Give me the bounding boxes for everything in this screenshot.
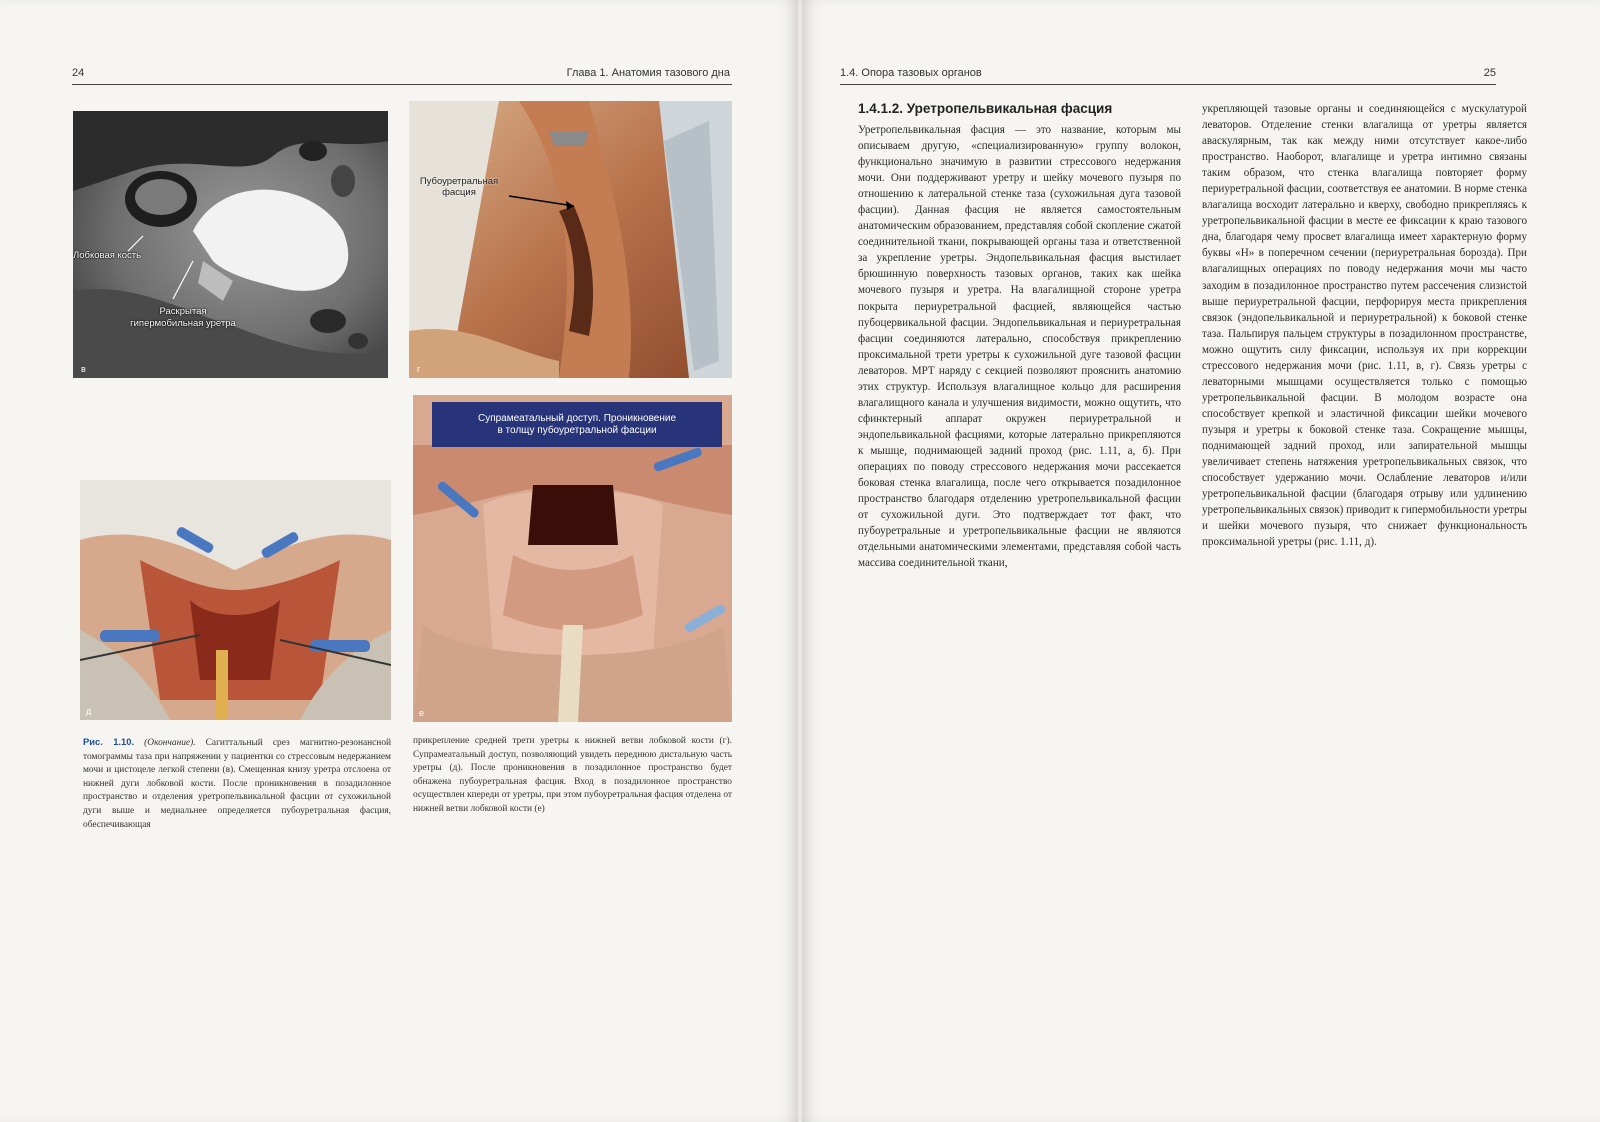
header-rule-right	[840, 84, 1496, 85]
figure-panel-surgery-g	[409, 101, 732, 378]
running-head-right: 1.4. Опора тазовых органов	[840, 67, 982, 79]
left-page	[0, 0, 798, 1122]
text-column-1	[858, 122, 1181, 571]
column-2-text: укрепляющей тазовые органы и соединяющейся с мускулатурой леваторов. Отделение стенки влагалища от уретры является аваскулярным, так как между ними отсутствует какое-либо пространство. Наоборот, влагалище и уретра интимно связаны таким образом, что стенка влагалища повторяет форму периуретральной фасции, соответствуя ее анатомии. В норме стенка влагалища восходит латерально и кверху, свободно прикрепляясь к уретропельвикальной фасции в месте ее фиксации к краю тазового дна, благодаря чему просвет влагалища имеет характерную форму буквы «Н» в поперечном сечении (периуретральная борозда). При влагалищных операциях по поводу недержания мочи мы часто заходим в позадилонное пространство путем рассечения слизистой выше периуретральной фасции, перфорируя места прикрепления связок (эндопельвикальной и периуретральной) к боковой стенке таза. Пальпируя пальцем структуры в позадилонном пространстве, можно ощутить силу фиксации, используя их при коррекции стрессового недержания мочи (рис. 1.11, в, г). Связь уретры с леваторными мышцами осуществляется только с помощью уретропельвикальной фасции. В молодом возрасте она способствует крепкой и эластичной фиксации шейки мочевого пузыря и уретры к боковой стенке таза. Сокращение мышцы, поднимающей задний проход, или запирательной мышцы увеличивает степень натяжения уретропельвикальных связок, что способствует удержанию мочи. Ослабление леваторов и/или уретропельвикальной фасции (благодаря отрыву или удлинению уретропельвикальных связок) приводит к гипермобильности уретры и шейки мочевого пузыря, что снижает функциональность проксимальной уретры (рис. 1.11, д).	[1202, 103, 1528, 549]
label-urethra-line1: Раскрытая	[159, 306, 207, 317]
figure-caption-left	[83, 735, 391, 832]
figure-caption-right: прикрепление средней трети уретры к нижней ветви лобковой кости (г). Супрамеатальный доступ, позволяющий увидеть переднюю дистальную часть уретры (д). После проникновения в позадилонное пространство будет обнажена пубоуретральная фасция. Вход в позадилонное пространство осуществлен кпереди от уретры, при этом пубоуретральная фасция отделена от нижней ветви лобковой кости (е)	[413, 736, 732, 814]
mri-image	[73, 111, 388, 378]
page-number-left: 24	[72, 67, 85, 79]
panel-letter-d: д	[86, 706, 92, 716]
caption-text-left: Сагиттальный срез магнитно-резонансной томограммы таза при напряжении у пациентки со стрессовым недержанием мочи и цистоцеле легкой степени (в). Смещенная книзу уретра отслоена от нижней дуги лобковой кости. После проникновения в позадилонное пространство и отделения уретропельвикальной фасции от сухожильной дуги выше и медиальнее определяется пубоуретральная фасция, обеспечивающая	[83, 738, 392, 830]
caption-figure-label: Рис. 1.10.	[83, 736, 135, 747]
surgery-photo-d	[80, 480, 391, 720]
text-column-2	[1202, 101, 1527, 550]
panel-letter-v: в	[81, 364, 86, 374]
running-head-left: Глава 1. Анатомия тазового дна	[566, 67, 730, 79]
label-pubourethral-2: фасция	[442, 187, 476, 198]
label-pubourethral-1: Пубоуретральная	[419, 176, 499, 187]
column-1-text: Уретропельвикальная фасция — это название, которым мы описываем другую, «специализированную» группу волокон, функционально значимую в развитии стрессового недержания мочи. Они поддерживают уретру и шейку мочевого пузыря по отношению к латеральной стенке таза (сухожильная дуга тазовой фасции). Данная фасция не является самостоятельным анатомическим образованием, представляя собой скопление сжатой соединительной ткани, покрывающей органы таза и ответственной за укрепление уретры. Эндопельвикальная фасция выстилает брюшинную поверхность тазовых органов, таких как шейка мочевого пузыря и уретра. На влагалищной стороне уретра покрыта периуретральной фасцией, являющейся частью пубоцервикальной фасции. Эндопельвикальная и периуретральная фасции соединяются латерально, способствуя прикреплению проксимальной трети уретры к сухожильной дуге тазовой фасции леваторов. МРТ наряду с секцией позволяют прояснить анатомию этих структур. Используя влагалищное кольцо для расширения влагалищного канала и улучшения видимости, можно ощутить, что сфинктерный аппарат окружен периуретральной и эндопельвикальной фасциями, которые латерально прикрепляются к мышце, поднимающей задний проход (рис. 1.11, а, б). При операциях по поводу стрессового недержания мочи рассекается боковая стенка влагалища, после чего открывается позадилонное пространство благодаря отделению уретропельвикальной фасции от сухожильной дуги. Это подтверждает тот факт, что пубоуретральные и уретропельвикальные фасции не являются отдельными анатомическими элементами, представляя собой часть массива соединительной ткани,	[858, 124, 1181, 570]
banner-line2: в толщу пубоуретральной фасции	[497, 424, 657, 436]
label-urethra-line2: гипермобильная уретра	[130, 318, 236, 329]
panel-letter-g: г	[417, 364, 421, 374]
section-heading: 1.4.1.2. Уретропельвикальная фасция	[858, 101, 1113, 116]
figure-panel-surgery-d	[80, 480, 391, 720]
banner-line1: Супрамеатальный доступ. Проникновение	[477, 412, 677, 424]
surgery-photo-g	[409, 101, 732, 378]
panel-letter-e: е	[419, 708, 425, 718]
page-number-right: 25	[1483, 67, 1496, 79]
caption-italic: (Окончание).	[144, 738, 196, 748]
label-pubic-bone: Лобковая кость	[73, 250, 142, 261]
figure-panel-mri	[73, 111, 388, 378]
header-rule-left	[72, 84, 732, 85]
figure-banner	[432, 402, 722, 447]
